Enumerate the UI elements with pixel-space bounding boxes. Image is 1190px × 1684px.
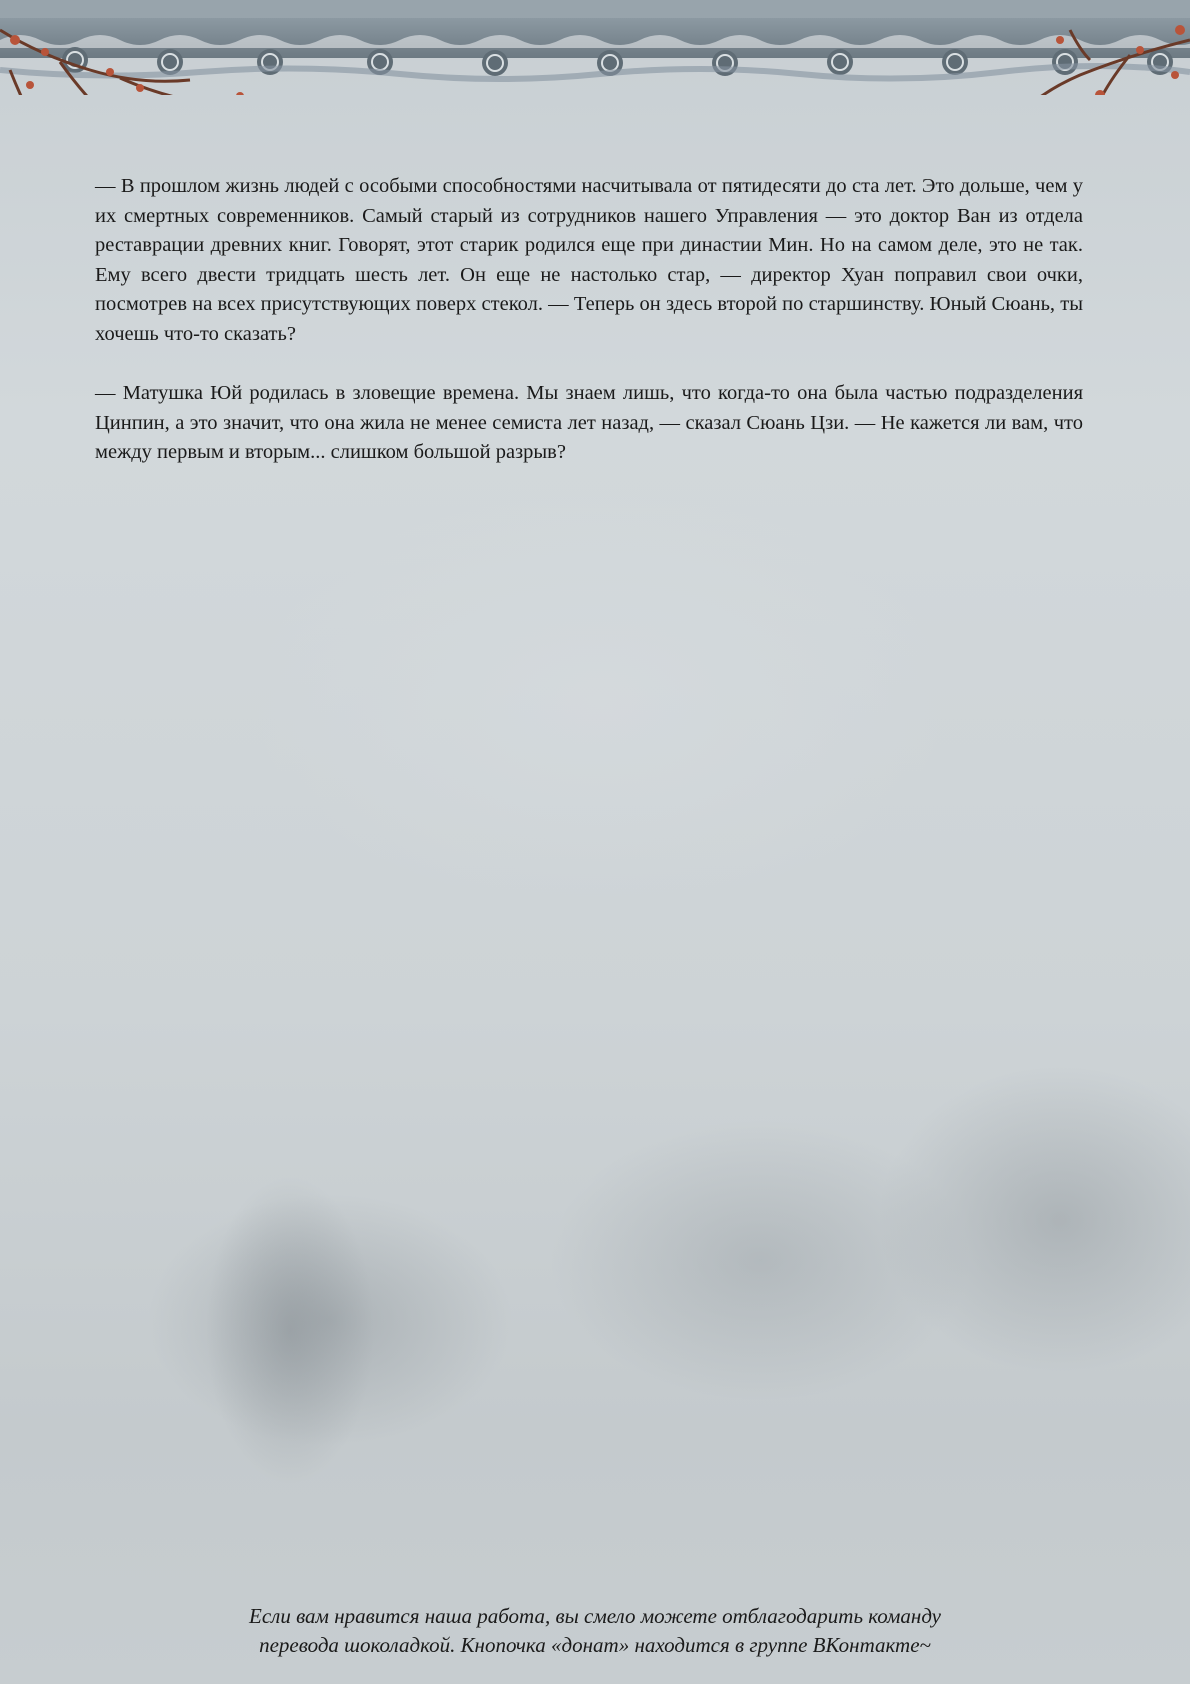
paragraph-2: — Матушка Юй родилась в зловещие времена. Мы знаем лишь, что когда-то она была частью подразделения Цинпин, а это значит, что она жила не менее семиста лет назад, — сказал Сюань Цзи. — Не кажется ли вам, что между первым и вторым... слишком большой разрыв? <box>95 382 1083 463</box>
donation-note <box>120 1602 1070 1660</box>
paragraph-1: — В прошлом жизнь людей с особыми способностями насчитывала от пятидесяти до ста лет. Это дольше, чем у их смертных современников. Самый старый из сотрудников нашего Управления — это доктор Ван из отдела реставрации древних книг. Говорят, этот старик родился еще при династии Мин. Но на самом деле, это не так. Ему всего двести тридцать шесть лет. Он еще не настолько стар, — директор Хуан поправил свои очки, посмотрев на всех присутствующих поверх стекол. — Теперь он здесь второй по старшинству. Юный Сюань, ты хочешь что-то сказать? <box>95 175 1083 345</box>
roof-tiles-decoration <box>0 0 1190 95</box>
donation-note-line-1: Если вам нравится наша работа, вы смело можете отблагодарить команду <box>249 1604 941 1628</box>
story-text <box>95 172 1083 498</box>
donation-note-line-2: перевода шоколадкой. Кнопочка «донат» находится в группе ВКонтакте~ <box>259 1633 931 1657</box>
